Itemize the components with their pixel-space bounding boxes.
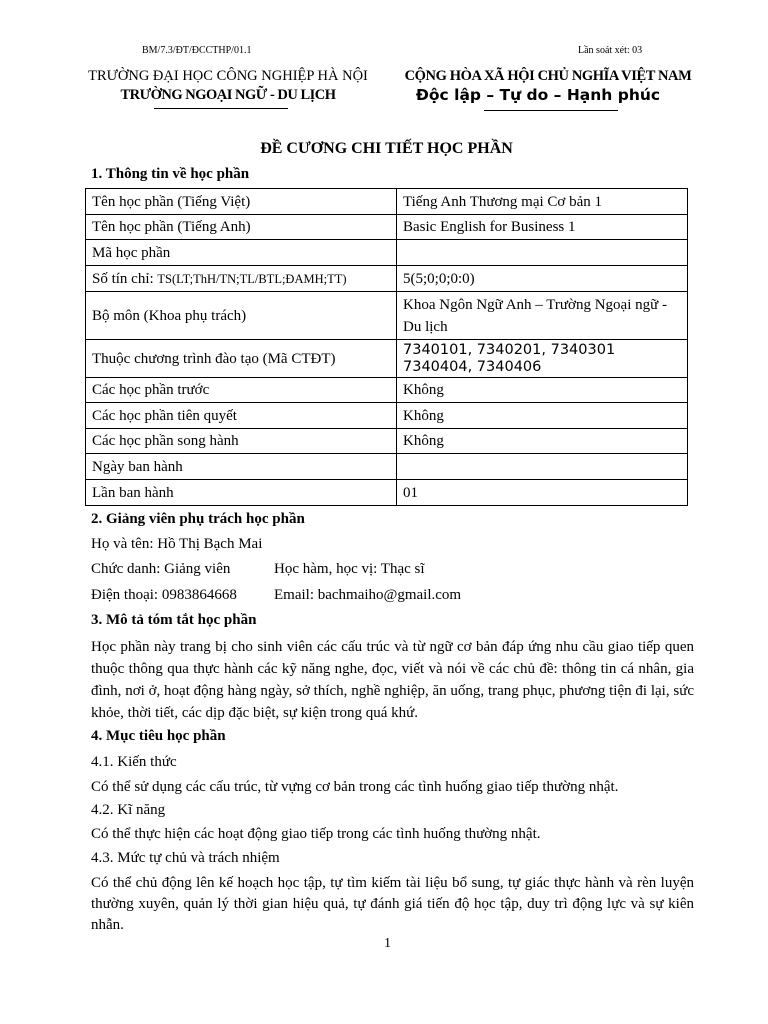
table-label: Mã học phần xyxy=(86,240,397,266)
course-description: Học phần này trang bị cho sinh viên các cấu trúc và từ ngữ cơ bản đáp ứng nhu cầu giao tiếp quen thuộc thông qua thực hành các kỹ năng nghe, đọc, viết và nói về các chủ đề: thông tin cá nhân, gia đình, nơi ở, hoạt động hàng ngày, sở thích, nghề nghiệp, ăn uống, trang phục, phương tiện đi lại, sức khỏe, thời tiết, các dịp đặc biệt, sự kiện trong quá khứ. xyxy=(91,639,694,721)
knowledge-title: 4.1. Kiến thức xyxy=(91,754,177,770)
section-1-heading: 1. Thông tin về học phần xyxy=(91,166,250,182)
table-value: Basic English for Business 1 xyxy=(397,215,688,240)
table-row xyxy=(86,266,688,292)
table-row xyxy=(86,340,688,378)
program-codes-line-1: 7340101, 7340201, 7340301 xyxy=(403,341,616,358)
university-name: TRƯỜNG ĐẠI HỌC CÔNG NGHIỆP HÀ NỘI xyxy=(88,68,368,84)
autonomy-title: 4.3. Mức tự chủ và trách nhiệm xyxy=(91,850,280,866)
section-2-heading: 2. Giảng viên phụ trách học phần xyxy=(91,511,305,527)
country-name: CỘNG HÒA XÃ HỘI CHỦ NGHĨA VIỆT NAM xyxy=(404,68,692,84)
lecturer-email: Email: bachmaiho@gmail.com xyxy=(274,587,462,603)
table-label: Thuộc chương trình đào tạo (Mã CTĐT) xyxy=(86,340,397,378)
school-name: TRƯỜNG NGOẠI NGỮ - DU LỊCH xyxy=(120,87,336,103)
table-value xyxy=(397,240,688,266)
table-label: Các học phần song hành xyxy=(86,429,397,454)
table-row xyxy=(86,480,688,506)
school-underline xyxy=(154,108,288,109)
lecturer-position: Chức danh: Giảng viên xyxy=(91,561,231,577)
table-label: Ngày ban hành xyxy=(86,454,397,480)
table-value: Không xyxy=(397,403,688,429)
table-row xyxy=(86,403,688,429)
table-label: Lần ban hành xyxy=(86,480,397,506)
table-row xyxy=(86,189,688,215)
lecturer-name: Họ và tên: Hồ Thị Bạch Mai xyxy=(91,536,263,552)
table-label: Tên học phần (Tiếng Anh) xyxy=(86,215,397,240)
table-value: 01 xyxy=(397,480,688,506)
skills-title: 4.2. Kĩ năng xyxy=(91,802,166,818)
table-label: Bộ môn (Khoa phụ trách) xyxy=(86,292,397,340)
course-info-table xyxy=(85,188,688,506)
table-label: Các học phần tiên quyết xyxy=(86,403,397,429)
lecturer-phone: Điện thoại: 0983864668 xyxy=(91,587,237,603)
table-row xyxy=(86,240,688,266)
table-value: Không xyxy=(397,378,688,403)
program-codes-line-2: 7340404, 7340406 xyxy=(403,358,542,375)
table-label: Tên học phần (Tiếng Việt) xyxy=(86,189,397,215)
table-row xyxy=(86,429,688,454)
skills-text: Có thể thực hiện các hoạt động giao tiếp trong các tình huống thường nhật. xyxy=(91,826,541,842)
autonomy-text: Có thể chủ động lên kế hoạch học tập, tự tìm kiếm tài liệu bổ sung, tự giác thực hành và rèn luyện thường xuyên, quản lý thời gian hiệu quả, tự đánh giá tiến độ học tập, duy trì động lực và sự kiên nhẫn. xyxy=(91,875,694,933)
knowledge-text: Có thể sử dụng các cấu trúc, từ vựng cơ bản trong các tình huống giao tiếp thường nhật. xyxy=(91,779,619,795)
section-3-heading: 3. Mô tả tóm tắt học phần xyxy=(91,612,257,628)
credits-label: Số tín chỉ: xyxy=(92,270,158,287)
table-value: Tiếng Anh Thương mại Cơ bản 1 xyxy=(397,189,688,215)
revision-label: Lần soát xét: 03 xyxy=(578,45,643,56)
page-number: 1 xyxy=(384,936,391,951)
table-value: Không xyxy=(397,429,688,454)
table-row xyxy=(86,215,688,240)
motto-underline xyxy=(484,110,618,111)
document-title: ĐỀ CƯƠNG CHI TIẾT HỌC PHẦN xyxy=(260,140,513,157)
section-4-heading: 4. Mục tiêu học phần xyxy=(91,728,226,744)
table-value-programs xyxy=(397,340,688,378)
table-label: Các học phần trước xyxy=(86,378,397,403)
table-value xyxy=(397,454,688,480)
table-row xyxy=(86,454,688,480)
table-value: Khoa Ngôn Ngữ Anh – Trường Ngoại ngữ - Du lịch xyxy=(397,292,688,340)
table-value: 5(5;0;0;0:0) xyxy=(397,266,688,292)
credits-label-detail: TS(LT;ThH/TN;TL/BTL;ĐAMH;TT) xyxy=(157,271,347,286)
table-label-credits xyxy=(86,266,397,292)
motto: Độc lập – Tự do – Hạnh phúc xyxy=(415,86,661,104)
form-code: BM/7.3/ĐT/ĐCCTHP/01.1 xyxy=(142,45,252,56)
lecturer-degree: Học hàm, học vị: Thạc sĩ xyxy=(274,561,425,577)
table-row xyxy=(86,292,688,340)
table-row xyxy=(86,378,688,403)
